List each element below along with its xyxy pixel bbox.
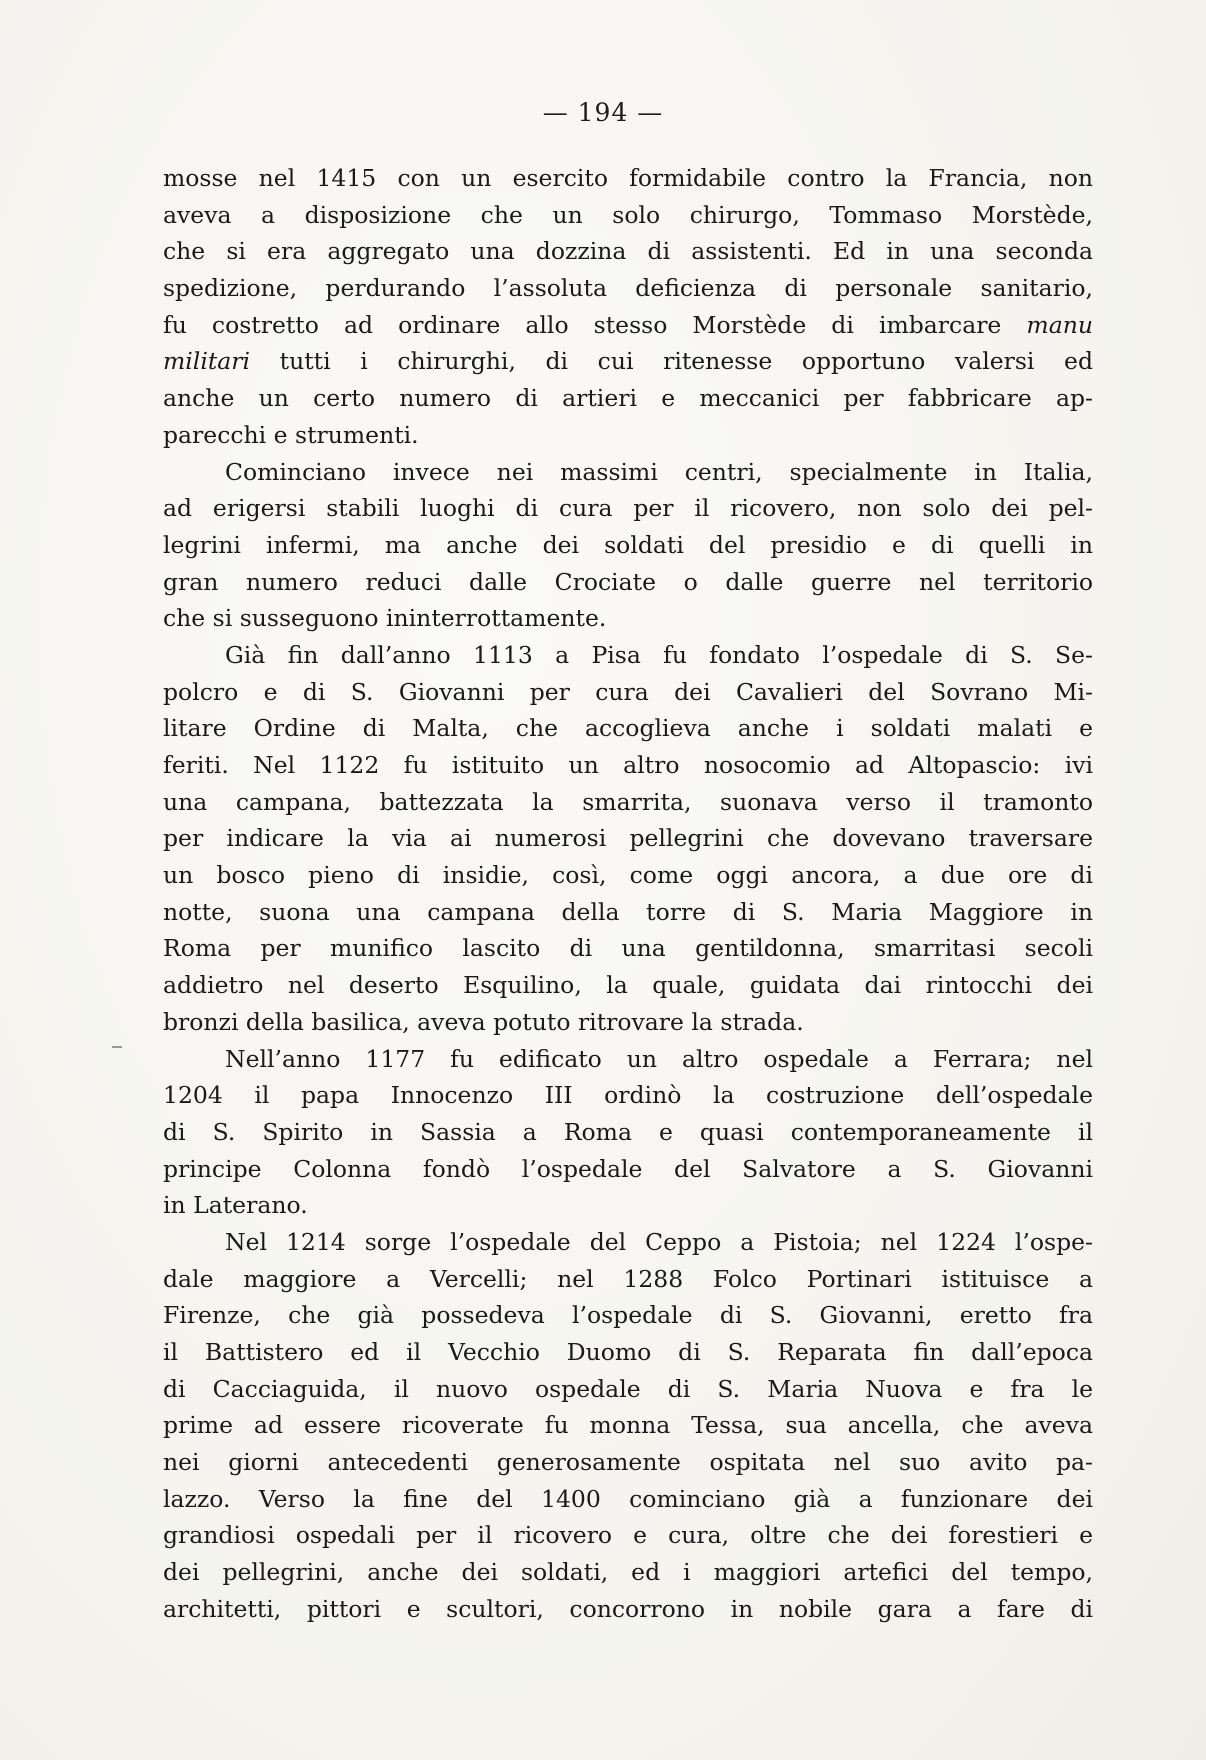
line-text: una campana, battezzata la smarrita, suonava verso il tramonto (163, 787, 1093, 816)
line-text: per indicare la via ai numerosi pellegrini che dovevano traversare (163, 824, 1093, 853)
text-line (163, 710, 1093, 747)
line-text: Roma per munifico lascito di una gentildonna, smarritasi secoli (163, 934, 1093, 963)
text-line (163, 820, 1093, 857)
text-line (163, 1554, 1093, 1591)
text-line (163, 1297, 1093, 1334)
text-line (163, 270, 1093, 307)
line-text: parecchi e strumenti. (163, 420, 419, 449)
text-line (163, 1261, 1093, 1298)
line-text: litare Ordine di Malta, che accoglieva anche i soldati malati e (163, 714, 1093, 743)
text-line (163, 1334, 1093, 1371)
line-text: grandiosi ospedali per il ricovero e cura, oltre che dei forestieri e (163, 1521, 1093, 1550)
line-text: notte, suona una campana della torre di S. Maria Maggiore in (163, 897, 1093, 926)
line-text: lazzo. Verso la fine del 1400 cominciano già a funzionare dei (163, 1484, 1093, 1513)
line-text: Già fin dall’anno 1113 a Pisa fu fondato l’ospedale di S. Se- (225, 640, 1093, 669)
text-line (163, 674, 1093, 711)
line-text: mosse nel 1415 con un esercito formidabile contro la Francia, non (163, 164, 1093, 192)
line-text: Firenze, che già possedeva l’ospedale di S. Giovanni, eretto fra (163, 1301, 1093, 1330)
line-text: il Battistero ed il Vecchio Duomo di S. Reparata fin dall’epoca (163, 1338, 1093, 1366)
text-line (163, 197, 1093, 234)
text-line (163, 857, 1093, 894)
text-line (163, 1041, 1093, 1078)
text-line (163, 1187, 1093, 1224)
line-text: 1204 il papa Innocenzo III ordinò la costruzione dell’ospedale (163, 1081, 1093, 1110)
line-text: feriti. Nel 1122 fu istituito un altro nosocomio ad Altopascio: ivi (163, 751, 1093, 779)
line-text: fu costretto ad ordinare allo stesso Morstède di imbarcare (163, 310, 1027, 339)
text-line (163, 490, 1093, 527)
margin-mark (112, 1046, 122, 1048)
line-text: nei giorni antecedenti generosamente ospitata nel suo avito pa- (163, 1448, 1093, 1477)
line-text: Nell’anno 1177 fu edificato un altro ospedale a Ferrara; nel (225, 1044, 1093, 1073)
text-line (163, 1481, 1093, 1518)
line-text: che si era aggregato una dozzina di assistenti. Ed in una seconda (163, 237, 1093, 266)
text-line (163, 1004, 1093, 1041)
line-text: addietro nel deserto Esquilino, la quale, guidata dai rintocchi dei (163, 971, 1093, 1000)
text-line (163, 1114, 1093, 1151)
line-text: principe Colonna fondò l’ospedale del Salvatore a S. Giovanni (163, 1154, 1093, 1183)
line-text: spedizione, perdurando l’assoluta deficienza di personale sanitario, (163, 274, 1093, 303)
text-line (163, 233, 1093, 270)
line-text: tutti i chirurghi, di cui ritenesse opportuno valersi ed (250, 347, 1093, 376)
line-text: dei pellegrini, anche dei soldati, ed i maggiori artefici del tempo, (163, 1558, 1093, 1587)
text-line (163, 637, 1093, 674)
text-line (163, 527, 1093, 564)
line-text: bronzi della basilica, aveva potuto ritrovare la strada. (163, 1007, 804, 1036)
italic-phrase: manu (1026, 310, 1093, 339)
line-text: legrini infermi, ma anche dei soldati del presidio e di quelli in (163, 530, 1093, 559)
text-line (163, 564, 1093, 601)
text-line (163, 1224, 1093, 1261)
line-text: prime ad essere ricoverate fu monna Tessa, sua ancella, che aveva (163, 1411, 1093, 1440)
text-line (163, 930, 1093, 967)
text-line (163, 454, 1093, 491)
line-text: ad erigersi stabili luoghi di cura per il ricovero, non solo dei pel- (163, 494, 1093, 523)
text-line (163, 417, 1093, 454)
line-text: Cominciano invece nei massimi centri, specialmente in Italia, (225, 457, 1093, 486)
body-text (163, 160, 1093, 1628)
page-number: — 194 — (542, 98, 664, 127)
text-line (163, 1151, 1093, 1188)
text-line (163, 1591, 1093, 1628)
line-text: che si susseguono ininterrottamente. (163, 604, 607, 633)
text-line (163, 1077, 1093, 1114)
text-line (163, 747, 1093, 784)
text-line (163, 1371, 1093, 1408)
line-text: aveva a disposizione che un solo chirurgo, Tommaso Morstède, (163, 200, 1093, 229)
line-text: di S. Spirito in Sassia a Roma e quasi contemporaneamente il (163, 1117, 1093, 1146)
text-line (163, 343, 1093, 380)
text-line (163, 1407, 1093, 1444)
text-line (163, 894, 1093, 931)
line-text: Nel 1214 sorge l’ospedale del Ceppo a Pistoia; nel 1224 l’ospe- (225, 1227, 1093, 1256)
line-text: in Laterano. (163, 1191, 308, 1220)
text-line (163, 307, 1093, 344)
text-line (163, 160, 1093, 197)
line-text: gran numero reduci dalle Crociate o dalle guerre nel territorio (163, 567, 1093, 596)
text-line (163, 380, 1093, 417)
line-text: anche un certo numero di artieri e meccanici per fabbricare ap- (163, 384, 1093, 413)
text-line (163, 600, 1093, 637)
line-text: polcro e di S. Giovanni per cura dei Cavalieri del Sovrano Mi- (163, 677, 1093, 706)
line-text: un bosco pieno di insidie, così, come oggi ancora, a due ore di (163, 861, 1093, 890)
text-line (163, 967, 1093, 1004)
line-text: di Cacciaguida, il nuovo ospedale di S. Maria Nuova e fra le (163, 1374, 1093, 1403)
line-text: dale maggiore a Vercelli; nel 1288 Folco Portinari istituisce a (163, 1264, 1093, 1293)
line-text: architetti, pittori e scultori, concorrono in nobile gara a fare di (163, 1594, 1093, 1623)
italic-phrase: militari (163, 347, 251, 376)
text-line (163, 1517, 1093, 1554)
text-line (163, 784, 1093, 821)
text-line (163, 1444, 1093, 1481)
